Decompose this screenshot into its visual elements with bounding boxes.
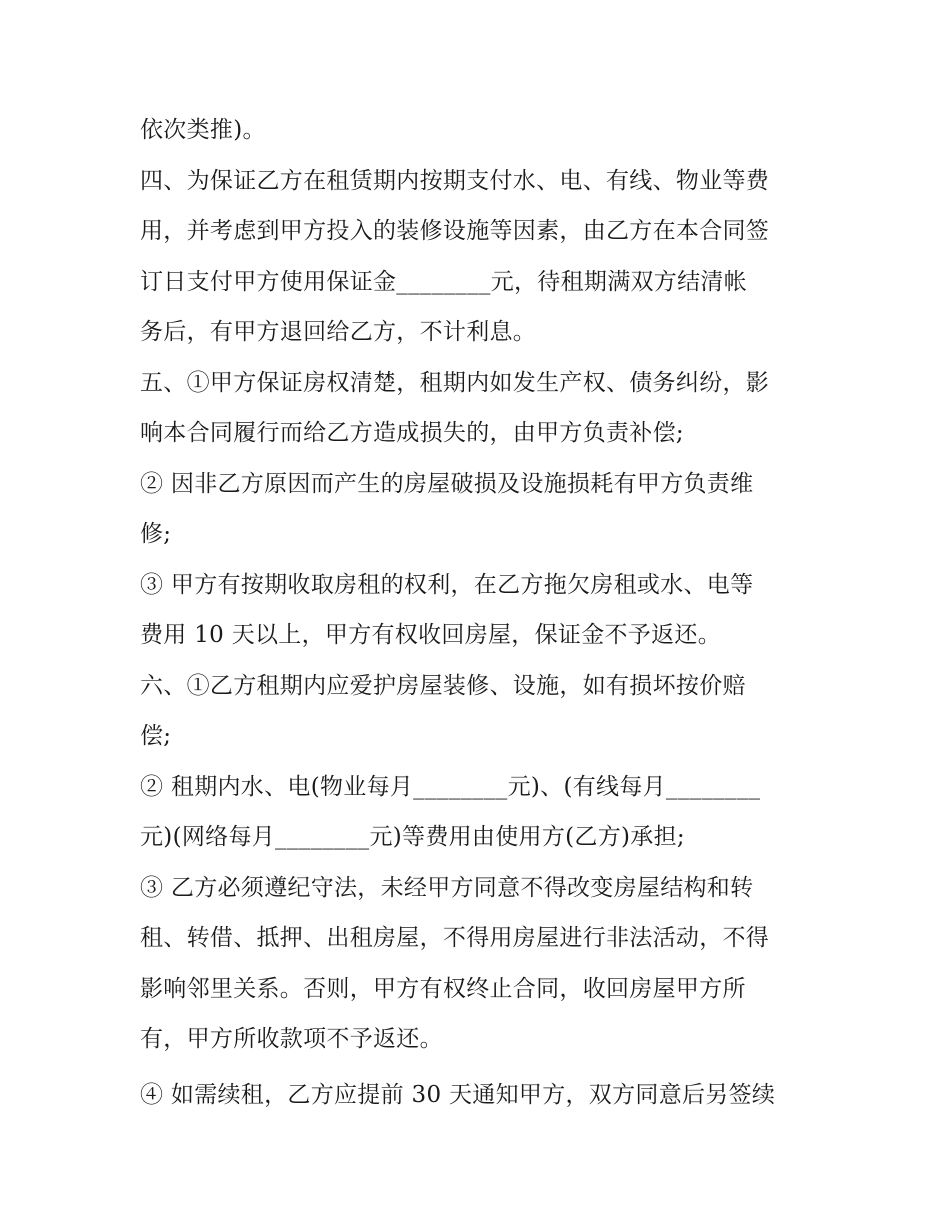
text-line: 有，甲方所收款项不予返还。 bbox=[140, 1026, 443, 1052]
text-line: 五、①甲方保证房权清楚，租期内如发生产权、债务纠纷，影 bbox=[140, 370, 770, 396]
text-line: ③ 乙方必须遵纪守法，未经甲方同意不得改变房屋结构和转 bbox=[140, 875, 754, 901]
text-line: 租、转借、抵押、出租房屋，不得用房屋进行非法活动，不得 bbox=[140, 925, 770, 951]
text-line: ② 租期内水、电(物业每月________元)、(有线每月________ bbox=[140, 774, 761, 800]
text-line: 依次类推)。 bbox=[140, 117, 266, 143]
text-line: 订日支付甲方使用保证金________元，待租期满双方结清帐 bbox=[140, 269, 747, 295]
text-line: 费用 10 天以上，甲方有权收回房屋，保证金不予返还。 bbox=[140, 622, 721, 648]
text-line: 元)(网络每月________元)等费用由使用方(乙方)承担; bbox=[140, 824, 685, 850]
text-line: 影响邻里关系。否则，甲方有权终止合同，收回房屋甲方所 bbox=[140, 976, 746, 1002]
text-line: 偿; bbox=[140, 723, 172, 749]
text-line: 务后，有甲方退回给乙方，不计利息。 bbox=[140, 319, 537, 345]
text-line: 四、为保证乙方在租赁期内按期支付水、电、有线、物业等费 bbox=[140, 168, 770, 194]
text-line: 六、①乙方租期内应爱护房屋装修、设施，如有损坏按价赔 bbox=[140, 673, 746, 699]
text-line: 修; bbox=[140, 521, 172, 547]
text-line: 响本合同履行而给乙方造成损失的，由甲方负责补偿; bbox=[140, 420, 684, 446]
text-line: 用，并考虑到甲方投入的装修设施等因素，由乙方在本合同签 bbox=[140, 218, 770, 244]
text-line: ② 因非乙方原因而产生的房屋破损及设施损耗有甲方负责维 bbox=[140, 471, 754, 497]
text-line: ③ 甲方有按期收取房租的权利，在乙方拖欠房租或水、电等 bbox=[140, 572, 754, 598]
text-line: ④ 如需续租，乙方应提前 30 天通知甲方，双方同意后另签续 bbox=[140, 1082, 776, 1108]
